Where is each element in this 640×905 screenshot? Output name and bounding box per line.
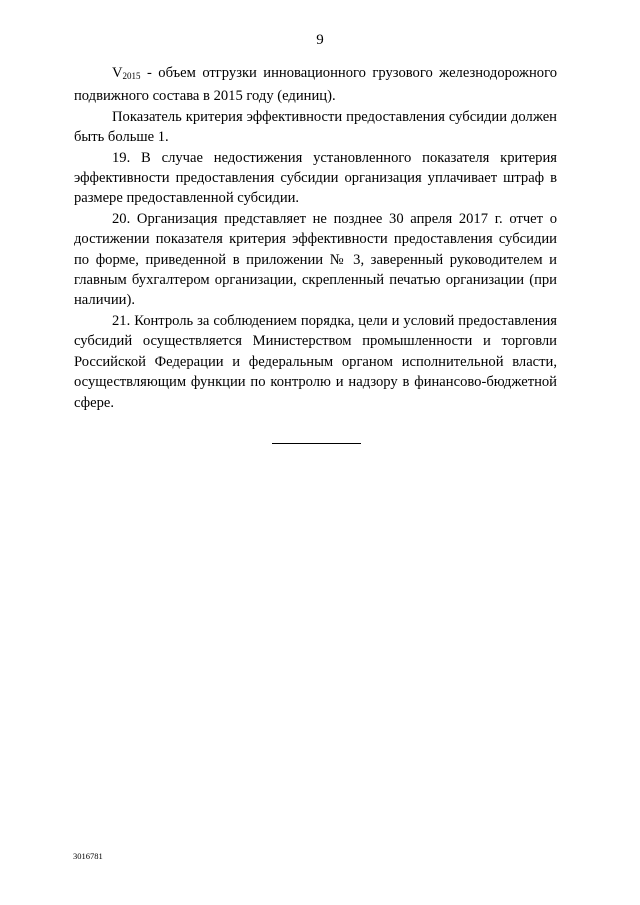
variable-subscript: 2015 <box>122 71 141 81</box>
page-number: 9 <box>316 32 324 48</box>
paragraph-19-penalty: 19. В случае недостижения установленного показателя критерия эффективности предоставления субсидии организация уплачивает штраф в размере предоставленной субсидии. <box>74 149 557 207</box>
paragraph-criterion-threshold: Показатель критерия эффективности предоставления субсидии должен быть больше 1. <box>74 108 557 146</box>
paragraph-20-report: 20. Организация представляет не позднее 30 апреля 2017 г. отчет о достижении показателя критерия эффективности предоставления субсидии по форме, приведенной в приложении № 3, заверенный руководителем и главным бухгалтером организации, скрепленный печатью организации (при наличии). <box>74 210 557 309</box>
paragraph-21-control: 21. Контроль за соблюдением порядка, цели и условий предоставления субсидий осуществляется Министерством промышленности и торговли Российской Федерации и федеральным органом исполнительной власти, осуществляющим функции по контролю и надзору в финансово-бюджетной сфере. <box>74 312 557 411</box>
variable-letter: V <box>112 65 123 81</box>
variable-definition-text: - объем отгрузки инновационного грузового железнодорожного подвижного состава в 2015 году (единиц). <box>74 65 557 105</box>
document-body <box>74 63 557 413</box>
document-code: 3016781 <box>73 851 103 861</box>
paragraph-variable-definition <box>74 63 557 107</box>
end-of-document-rule <box>272 443 361 444</box>
